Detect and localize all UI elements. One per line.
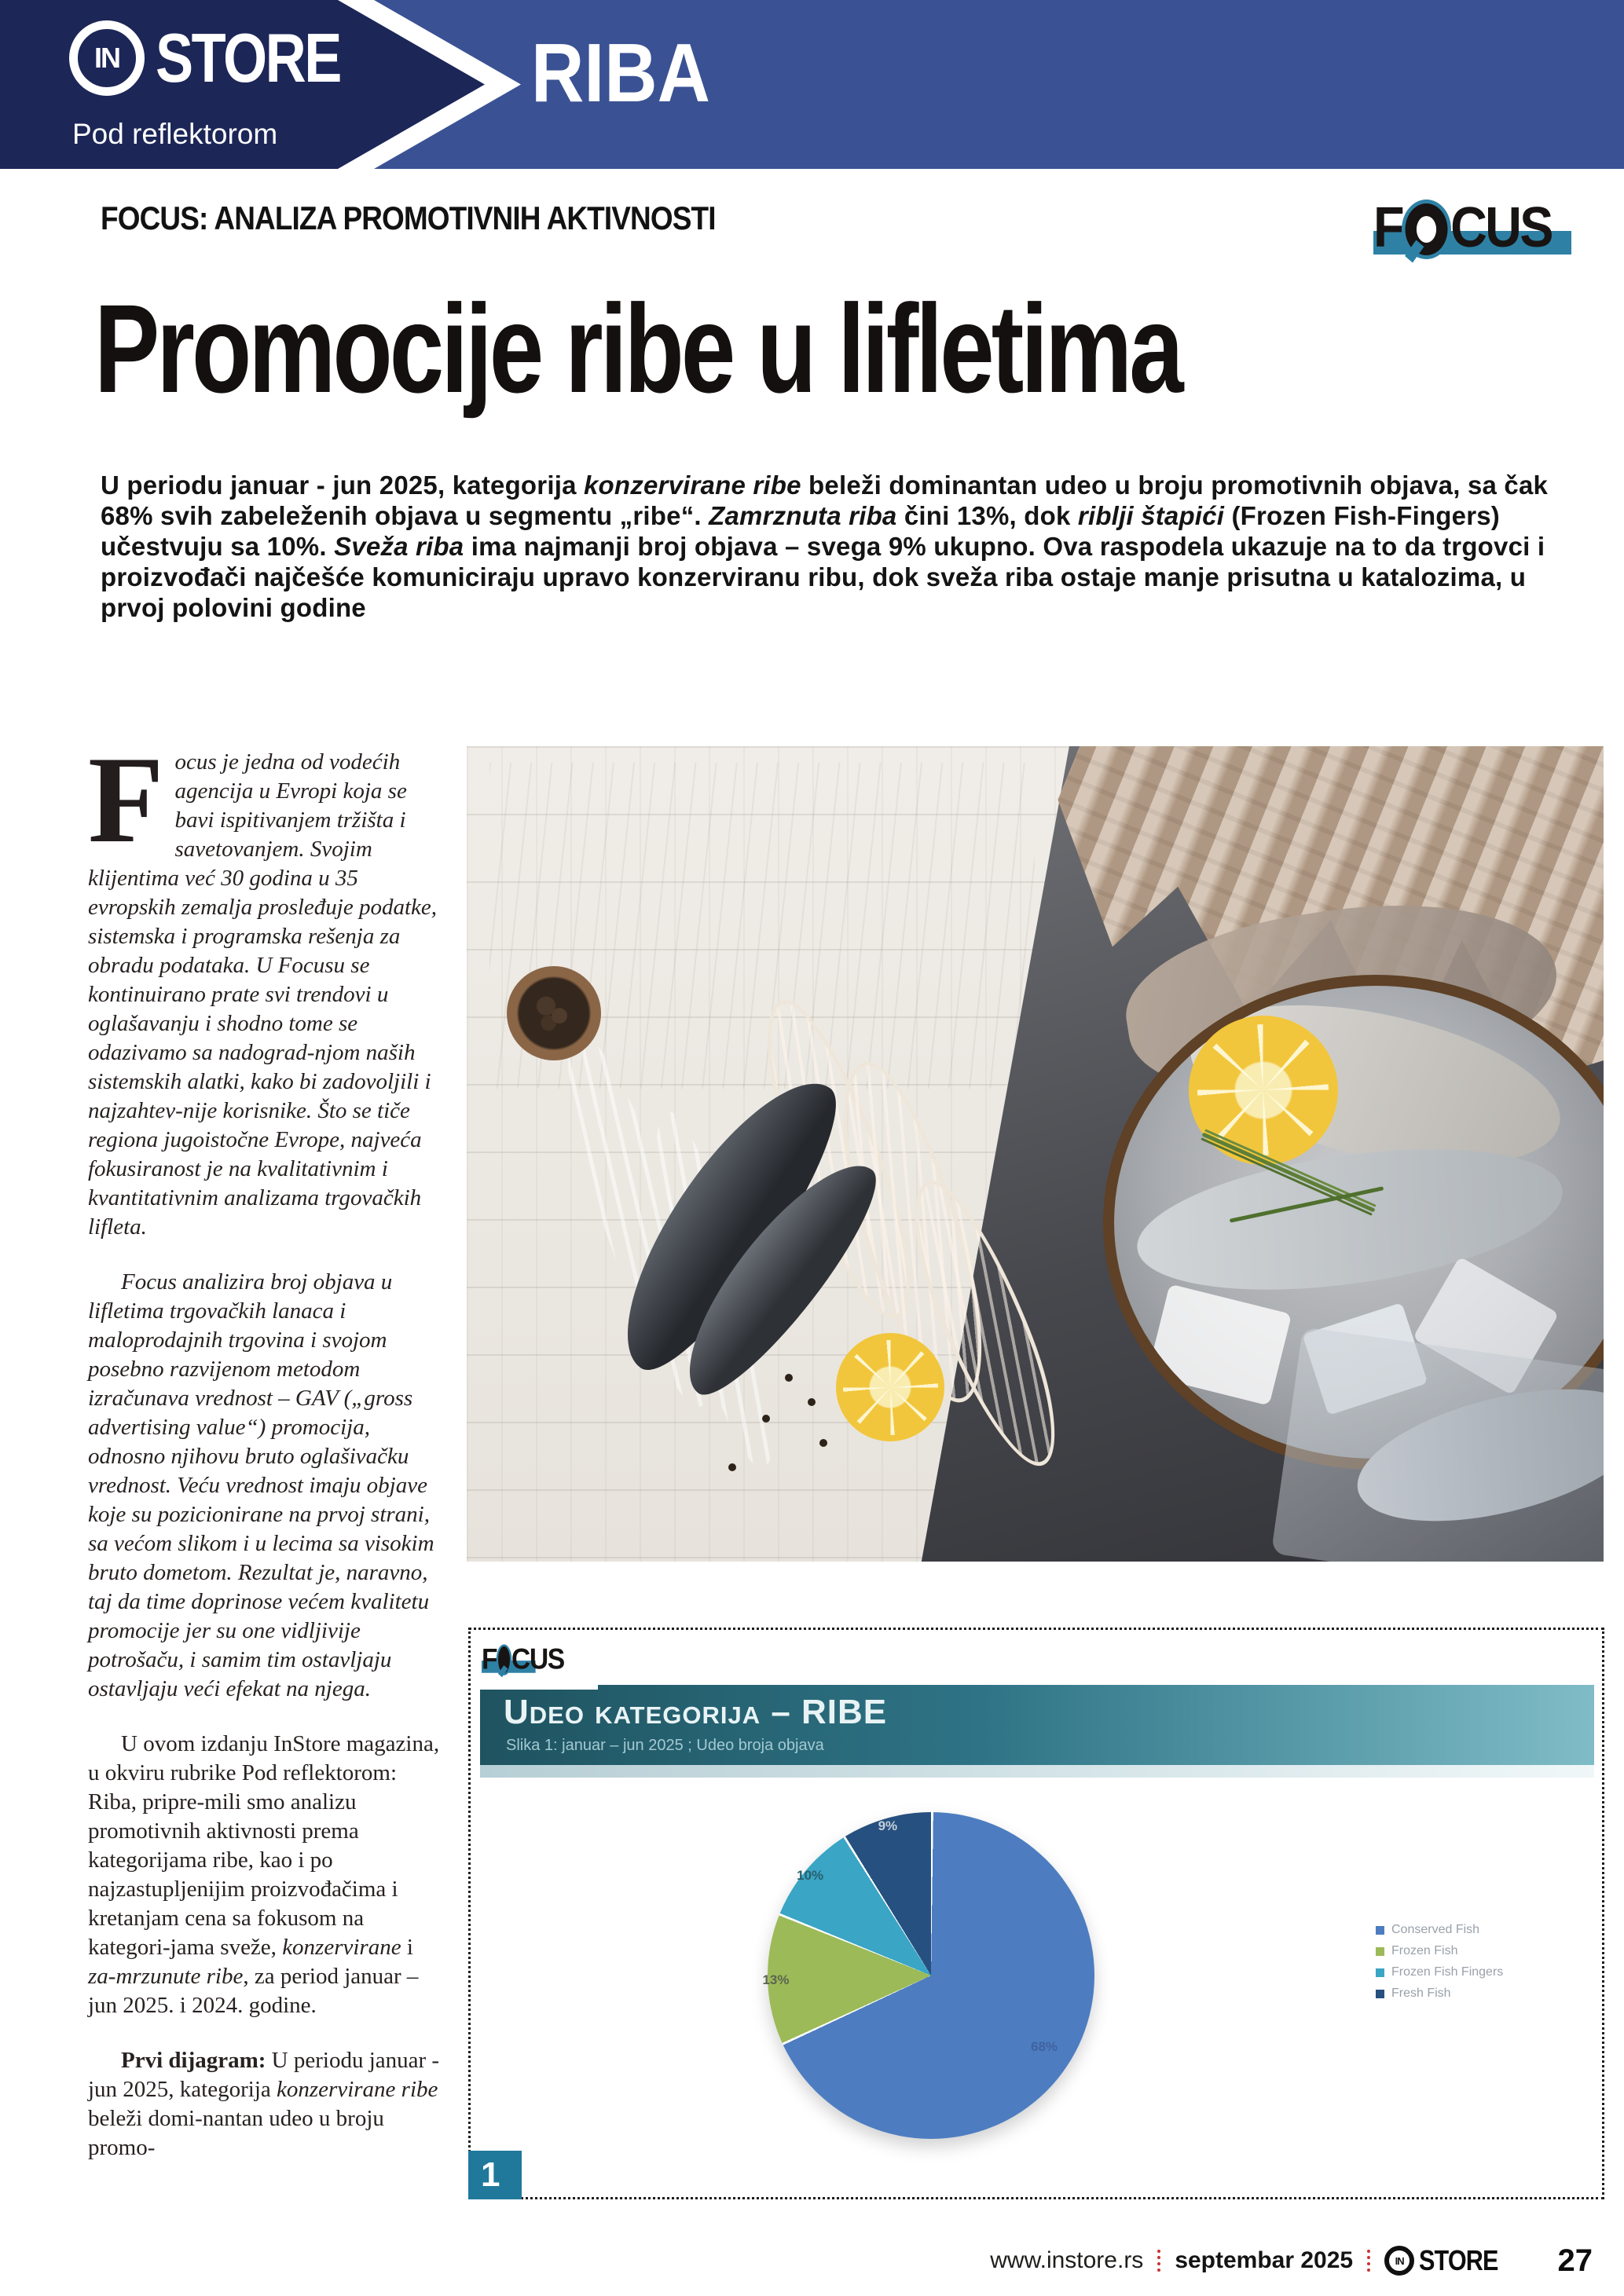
in-circle-icon: IN — [1384, 2246, 1414, 2276]
chart-subtitle: Slika 1: januar – jun 2025 ; Udeo broja objava — [506, 1737, 824, 1754]
page-number: 27 — [1557, 2243, 1593, 2278]
chart-title-banner — [480, 1685, 1594, 1765]
focus-logo-cus: CUS — [1450, 196, 1552, 259]
focus-logo-f: F — [1373, 196, 1402, 259]
page-footer — [990, 2243, 1593, 2278]
legend-item — [1376, 1987, 1503, 2001]
focus-logo — [1373, 187, 1571, 269]
lemon-slice — [1189, 1016, 1338, 1165]
footer-issue: septembar 2025 — [1175, 2247, 1354, 2273]
page-title: Promocije ribe u lifletima — [94, 278, 1181, 419]
focus-logo-small-wrap — [475, 1635, 598, 1690]
legend-item — [1376, 1944, 1503, 1958]
pie-slice-label: 9% — [878, 1818, 898, 1834]
header-tagline: Pod reflektorom — [72, 118, 278, 150]
article-paragraph: Focus je jedna od vodećih agencija u Evropi koja se bavi ispitivanjem tržišta i savetovanjem. Svojim klijentima već 30 godina u 35 evropskih zemalja prosleđuje podatke, sistemska i programska rešenja za obradu podataka. U Focusu se kontinuirano prate svi trendovi u oglašavanju i shodno tome se odazivamo sa nadograd-njom naših sistemskih alatki, kako bi zadovoljili i najzahtev-nije korisnike. Što se tiče regiona jugoistočne Evrope, najveća fokusiranost je na kvalitativnim i kvantitativnim analizama trgovačkih lifleta. — [88, 731, 438, 1240]
instore-logo — [69, 20, 381, 96]
legend-label: Fresh Fish — [1391, 1987, 1451, 2000]
legend-item — [1376, 1965, 1503, 1979]
footer-separator — [1367, 2250, 1370, 2272]
fish-photo — [467, 746, 1604, 1562]
legend-item — [1376, 1923, 1503, 1937]
peppercorn — [819, 1439, 827, 1447]
footer-separator — [1157, 2250, 1160, 2272]
focus-logo-small: F CUS — [482, 1638, 536, 1661]
footer-brand-name: STORE — [1419, 2244, 1498, 2276]
intro-paragraph: U periodu januar - jun 2025, kategorija konzervirane ribe beleži dominantan udeo u broju promotivnih objava, sa čak 68% svih zabeleženih objava u segmentu „ribe“. Zamrznuta riba čini 13%, dok riblji štapići (Frozen Fish-Fingers) učestvuju sa 10%. Sveža riba ima najmanji broj objava – svega 9% ukupno. Ova raspodela ukazuje na to da trgovci i proizvođači najčešće komuniciraju upravo konzerviranu ribu, dok sveža riba ostaje manje prisutna u katalozima, u prvoj polovini godine — [101, 471, 1549, 622]
legend-swatch — [1376, 1947, 1384, 1956]
chart-legend — [1376, 1923, 1503, 2008]
magnifier-handle-icon — [1405, 240, 1424, 262]
legend-swatch — [1376, 1990, 1384, 1998]
figure-number-badge: 1 — [468, 2151, 522, 2199]
legend-label: Frozen Fish Fingers — [1391, 1965, 1504, 1979]
chart-panel — [468, 1628, 1604, 2199]
page-header — [0, 0, 1624, 169]
magnifier-icon — [1405, 203, 1447, 255]
pie — [762, 1812, 1094, 2139]
kicker-heading: FOCUS: ANALIZA PROMOTIVNIH AKTIVNOSTI — [101, 200, 716, 236]
legend-label: Frozen Fish — [1391, 1944, 1458, 1957]
lemon-slice — [836, 1333, 944, 1441]
section-title: RIBA — [531, 27, 711, 119]
spice-bowl — [507, 966, 601, 1060]
footer-website: www.instore.rs — [990, 2247, 1144, 2273]
legend-swatch — [1376, 1926, 1384, 1935]
article-column — [88, 731, 442, 2162]
drop-cap: F — [88, 731, 164, 869]
magnifier-icon — [498, 1646, 510, 1673]
pie-slice-label: 68% — [1030, 2039, 1058, 2055]
article-paragraph: U ovom izdanju InStore magazina, u okviru rubrike Pod reflektorom: Riba, pripre-mili smo analizu promotivnih aktivnosti prema kategorijama ribe, kao i po najzastupljenijim proizvođačima i kretanjam cena sa fokusom na kategori-jama sveže, konzervirane i za-mrzunute ribe, za period januar – jun 2025. i 2024. godine. — [88, 1731, 440, 2018]
pie-slice-label: 10% — [797, 1867, 824, 1883]
article-paragraph: Focus analizira broj objava u lifletima trgovačkih lanaca i maloprodajnih trgovina i svojom posebno razvijenom metodom izračunava vrednost – GAV („gross advertising value“) promocija, odnosno njihovu bruto oglašivačku vrednost. Veću vrednost imaju objave koje su pozicionirane na prvoj strani, sa većom slikom i u lecima sa visokim bruto dometom. Rezultat je, naravno, taj da time doprinose većem kvalitetu promocije jer su one vidljivije potrošaču, i samim tim ostavljaju ostavljaju veći efekat na njega. — [88, 1269, 434, 1701]
chart-title: Udeo kategorija – RIBE — [504, 1693, 888, 1731]
legend-label: Conserved Fish — [1391, 1923, 1480, 1936]
pie-slice-label: 13% — [762, 1972, 790, 1988]
brand-name: STORE — [156, 19, 340, 97]
legend-swatch — [1376, 1968, 1384, 1977]
article-paragraph: Prvi dijagram: U periodu januar - jun 2025, kategorija konzervirane ribe beleži domi-nantan udeo u broju promo- — [88, 2048, 440, 2160]
in-circle-icon: IN — [69, 20, 145, 96]
footer-brand-logo — [1384, 2244, 1512, 2277]
